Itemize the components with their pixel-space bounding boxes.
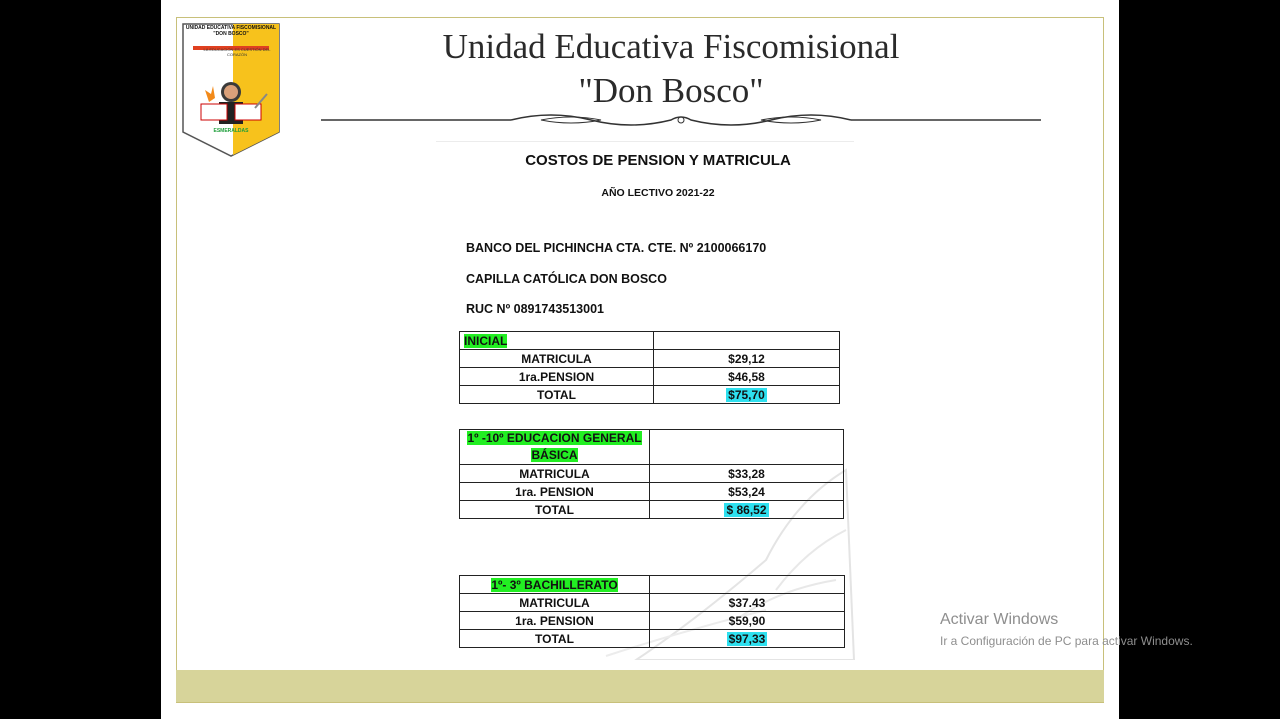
logo-city: ESMERALDAS xyxy=(213,128,249,134)
row-total-cell xyxy=(650,501,844,519)
table-header-label: 1º- 3º BACHILLERATO xyxy=(491,577,618,592)
document-subtitle: AÑO LECTIVO 2021-22 xyxy=(601,187,715,199)
school-shield-logo xyxy=(181,22,281,158)
row-total-cell xyxy=(654,386,840,404)
row-label: TOTAL xyxy=(460,501,650,519)
table-header-cell xyxy=(460,332,654,350)
logo-top-text: UNIDAD EDUCATIVA FISCOMISIONAL "DON BOSCO" xyxy=(185,25,277,37)
cost-table-inicial xyxy=(459,331,840,404)
row-total-cell xyxy=(650,630,845,648)
table-header-row xyxy=(460,332,840,350)
row-value: $33,28 xyxy=(650,465,844,483)
row-label: 1ra. PENSION xyxy=(460,483,650,501)
table-header-label: INICIAL xyxy=(464,333,508,348)
ornament-divider xyxy=(321,110,1041,130)
row-value: $46,58 xyxy=(654,368,840,386)
row-label: TOTAL xyxy=(460,386,654,404)
bank-account: BANCO DEL PICHINCHA CTA. CTE. Nº 2100066170 xyxy=(466,241,767,255)
cost-table-bachillerato xyxy=(459,575,845,648)
row-total-value: $97,33 xyxy=(728,631,766,646)
row-label: MATRICULA xyxy=(460,594,650,612)
windows-activation-subtitle: Ir a Configuración de PC para activar Windows. xyxy=(940,634,1193,648)
table-header-cell xyxy=(460,576,650,594)
logo-motto: LA EDUCACIÓN ES CUESTIÓN DEL CORAZÓN xyxy=(203,47,271,57)
row-value: $37.43 xyxy=(650,594,845,612)
table-total-row xyxy=(460,630,845,648)
school-title-line2: "Don Bosco" xyxy=(578,71,764,110)
row-value: $29,12 xyxy=(654,350,840,368)
table-header-label: 1º -10º EDUCACION GENERAL xyxy=(467,431,642,445)
table-row xyxy=(460,594,845,612)
row-total-value: $ 86,52 xyxy=(726,502,767,517)
cost-table-egb xyxy=(459,429,844,519)
account-holder: CAPILLA CATÓLICA DON BOSCO xyxy=(466,272,667,286)
row-label: 1ra. PENSION xyxy=(460,612,650,630)
document-title: COSTOS DE PENSION Y MATRICULA xyxy=(525,152,791,169)
table-header-empty-cell xyxy=(650,576,845,594)
table-header-row xyxy=(460,430,844,465)
table-row xyxy=(460,368,840,386)
row-total-value: $75,70 xyxy=(728,387,765,402)
windows-activation-title: Activar Windows xyxy=(940,611,1059,628)
table-header-empty-cell xyxy=(650,430,844,465)
table-total-row xyxy=(460,386,840,404)
document-top-edge xyxy=(436,141,854,142)
row-label: MATRICULA xyxy=(460,350,654,368)
slide-bottom-bar xyxy=(176,670,1104,702)
table-total-row xyxy=(460,501,844,519)
row-label: MATRICULA xyxy=(460,465,650,483)
table-header-label-line2: BÁSICA xyxy=(531,448,578,462)
school-title-line1: Unidad Educativa Fiscomisional xyxy=(442,27,900,66)
table-row xyxy=(460,465,844,483)
table-row xyxy=(460,483,844,501)
table-row xyxy=(460,350,840,368)
row-label: 1ra.PENSION xyxy=(460,368,654,386)
row-value: $53,24 xyxy=(650,483,844,501)
row-label: TOTAL xyxy=(460,630,650,648)
table-row xyxy=(460,612,845,630)
ruc-number: RUC Nº 0891743513001 xyxy=(466,302,604,316)
table-header-empty-cell xyxy=(654,332,840,350)
row-value: $59,90 xyxy=(650,612,845,630)
table-header-cell xyxy=(460,430,650,465)
table-header-row xyxy=(460,576,845,594)
